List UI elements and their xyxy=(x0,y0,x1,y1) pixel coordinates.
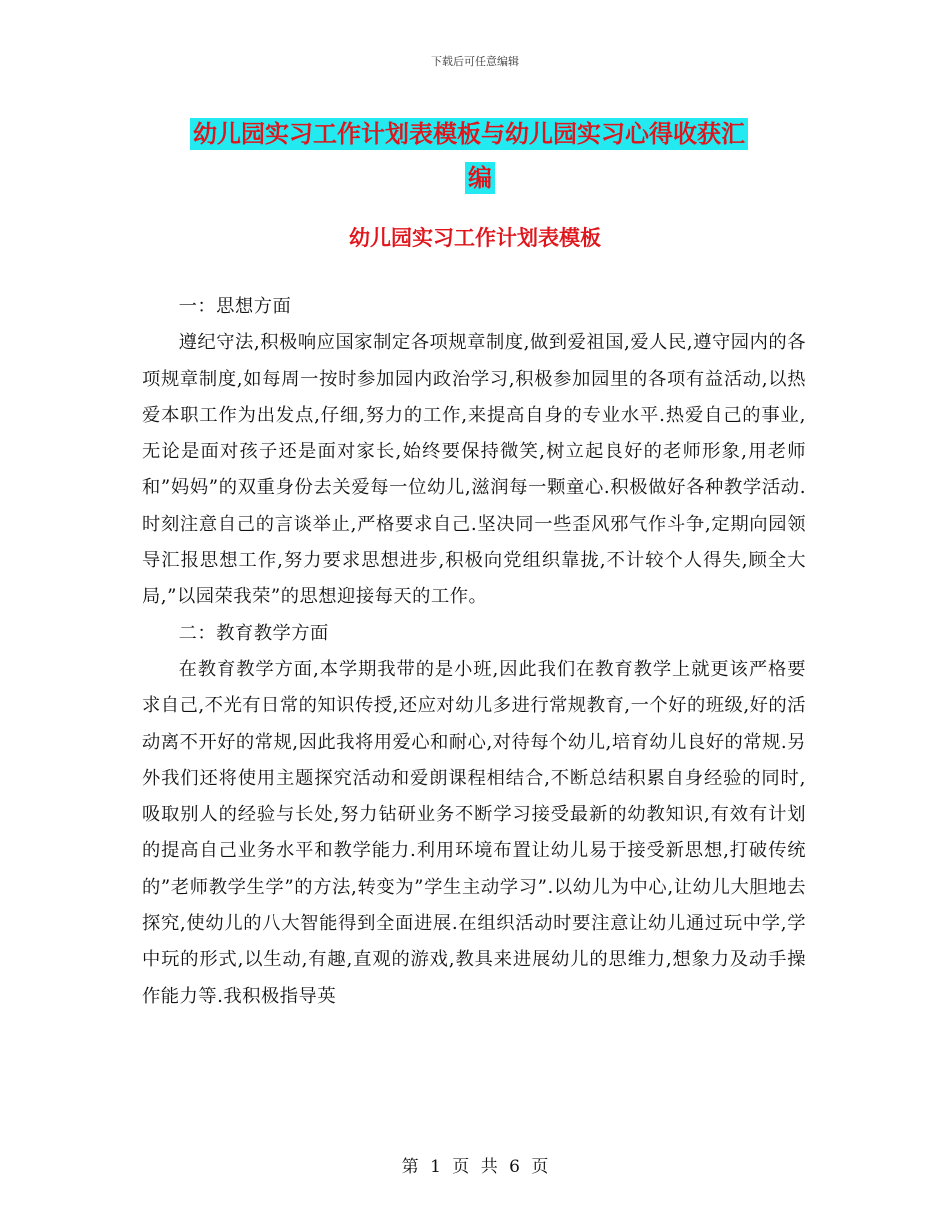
body-text xyxy=(142,289,806,1015)
main-title xyxy=(190,112,810,200)
section-2-paragraph: 在教育教学方面,本学期我带的是小班,因此我们在教育教学上就更该严格要求自己,不光有日常的知识传授,还应对幼儿多进行常规教育,一个好的班级,好的活动离不开好的常规,因此我将用爱心和耐心,对待每个幼儿,培育幼儿良好的常规.另外我们还将使用主题探究活动和爱朗课程相结合,不断总结积累自身经验的同时,吸取别人的经验与长处,努力钻研业务不断学习接受最新的幼教知识,有效有计划的提高自己业务水平和教学能力.利用环境布置让幼儿易于接受新思想,打破传统的”老师教学生学”的方法,转变为”学生主动学习”.以幼儿为中心,让幼儿大胆地去探究,使幼儿的八大智能得到全面进展.在组织活动时要注意让幼儿通过玩中学,学中玩的形式,以生动,有趣,直观的游戏,教具来进展幼儿的思维力,想象力及动手操作能力等.我积极指导英 xyxy=(142,658,806,1007)
header-note: 下载后可任意编辑 xyxy=(431,55,519,68)
section-2-heading: 二：教育教学方面 xyxy=(178,622,329,644)
main-title-line-1-text: 幼儿园实习工作计划表模板与幼儿园实习心得收获汇 xyxy=(190,118,748,150)
page-indicator: 第 1 页 共 6 页 xyxy=(401,1157,549,1177)
main-title-line-2 xyxy=(150,156,810,200)
section-1-heading: 一：思想方面 xyxy=(178,296,292,317)
section-1-paragraph: 遵纪守法,积极响应国家制定各项规章制度,做到爱祖国,爱人民,遵守园内的各项规章制度,如每周一按时参加园内政治学习,积极参加园里的各项有益活动,以热爱本职工作为出发点,仔细,努力的工作,来提高自身的专业水平.热爱自己的事业,无论是面对孩子还是面对家长,始终要保持微笑,树立起良好的老师形象,用老师和”妈妈”的双重身份去关爱每一位幼儿,滋润每一颗童心.积极做好各种教学活动.时刻注意自己的言谈举止,严格要求自己.坚决同一些歪风邪气作斗争,定期向园领导汇报思想工作,努力要求思想进步,积极向党组织靠拢,不计较个人得失,顾全大局,”以园荣我荣”的思想迎接每天的工作。 xyxy=(142,332,806,608)
main-title-line-1 xyxy=(190,112,810,156)
section-title: 幼儿园实习工作计划表模板 xyxy=(349,226,601,250)
main-title-line-2-text: 编 xyxy=(465,162,495,194)
